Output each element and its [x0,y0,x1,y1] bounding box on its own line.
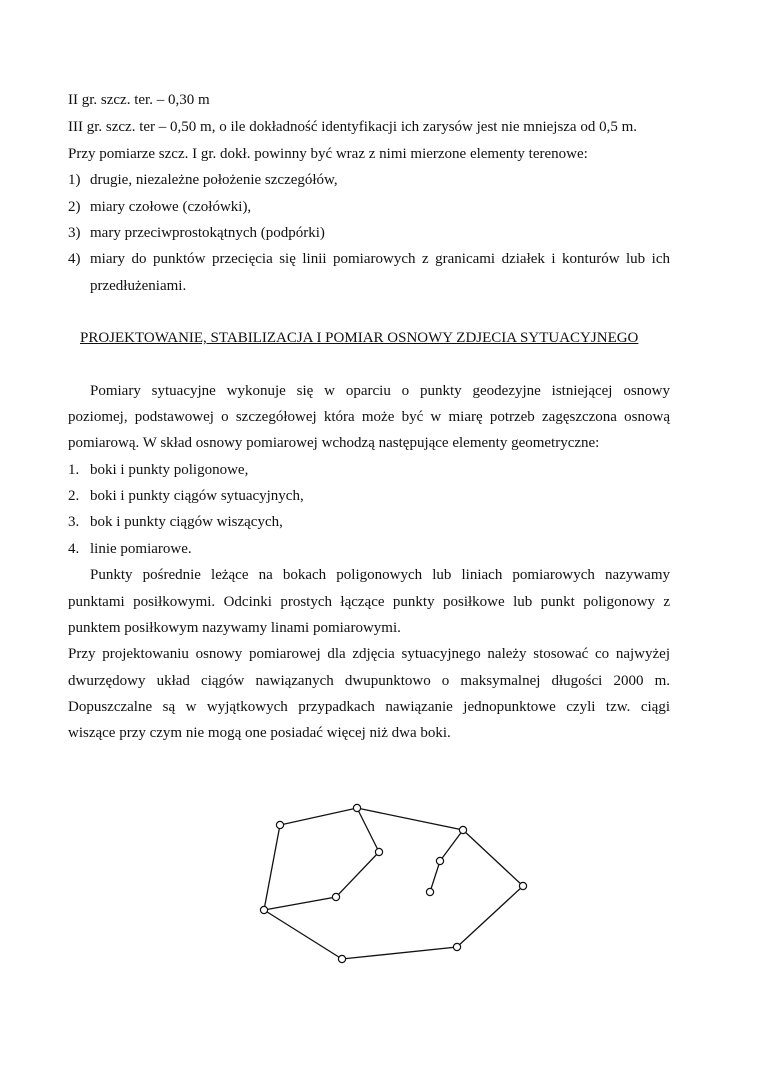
section-heading: PROJEKTOWANIE, STABILIZACJA I POMIAR OSNOWY ZDJECIA SYTUACYJNEGO [80,330,639,346]
list-item: miary czołowe (czołówki), [90,199,252,215]
list-number: 1) [68,172,81,188]
traverse-point [338,955,345,962]
traverse-point [276,821,283,828]
paragraph-line: Dopuszczalne są w wyjątkowych przypadkach nawiązanie jednopunktowe czyli tzw. ciągi [68,699,670,715]
list-item: mary przeciwprostokątnych (podpórki) [90,225,325,241]
paragraph-line: dwurzędowy układ ciągów nawiązanych dwupunktowo o maksymalnej długości 2000 m. [68,673,670,689]
paragraph-line: poziomej, podstawowej o szczegółowej która może być w miarę potrzeb zagęszczona osnową [68,409,670,425]
traverse-point [260,906,267,913]
paragraph-line: Przy projektowaniu osnowy pomiarowej dla zdjęcia sytuacyjnego należy stosować co najwyżej [68,646,670,662]
list-number: 2. [68,488,80,504]
hanging-traverse-line [430,830,463,892]
paragraph-line: pomiarową. W skład osnowy pomiarowej wchodzą następujące elementy geometryczne: [68,435,600,451]
text-line: Przy pomiarze szcz. I gr. dokł. powinny być wraz z nimi mierzone elementy terenowe: [68,146,588,162]
list-item: bok i punkty ciągów wiszących, [90,514,283,530]
list-item: miary do punktów przecięcia się linii pomiarowych z granicami działek i konturów lub ich [90,251,670,267]
text-line: II gr. szcz. ter. – 0,30 m [68,92,210,108]
list-number: 4. [68,541,80,557]
list-item: drugie, niezależne położenie szczegółów, [90,172,338,188]
list-item: linie pomiarowe. [90,541,192,557]
traverse-point [453,943,460,950]
paragraph-line: Punkty pośrednie leżące na bokach poligonowych lub liniach pomiarowych nazywamy [90,567,670,583]
list-item: boki i punkty poligonowe, [90,462,249,478]
polygon-traverse-line [264,808,523,959]
list-number: 3. [68,514,80,530]
list-number: 1. [68,462,80,478]
traverse-point [332,893,339,900]
traverse-point [426,888,433,895]
paragraph-line: punktem posiłkowym nazywamy linami pomiarowymi. [68,620,401,636]
list-number: 2) [68,199,81,215]
paragraph-line: Pomiary sytuacyjne wykonuje się w oparciu o punkty geodezyjne istniejącej osnowy [90,383,670,399]
traverse-point [436,857,443,864]
text-line: III gr. szcz. ter – 0,50 m, o ile dokładność identyfikacji ich zarysów jest nie mniejsza od 0,5 m. [68,119,638,135]
list-item: boki i punkty ciągów sytuacyjnych, [90,488,304,504]
paragraph-line: wiszące przy czym nie mogą one posiadać więcej niż dwa boki. [68,725,451,741]
list-number: 3) [68,225,81,241]
traverse-point [519,882,526,889]
list-number: 4) [68,251,81,267]
list-item-continuation: przedłużeniami. [90,278,187,294]
traverse-point [459,826,466,833]
traverse-point [353,804,360,811]
traverse-point [375,848,382,855]
paragraph-line: punktami posiłkowymi. Odcinki prostych łączące punkty posiłkowe lub punkt poligonowy z [68,594,670,610]
